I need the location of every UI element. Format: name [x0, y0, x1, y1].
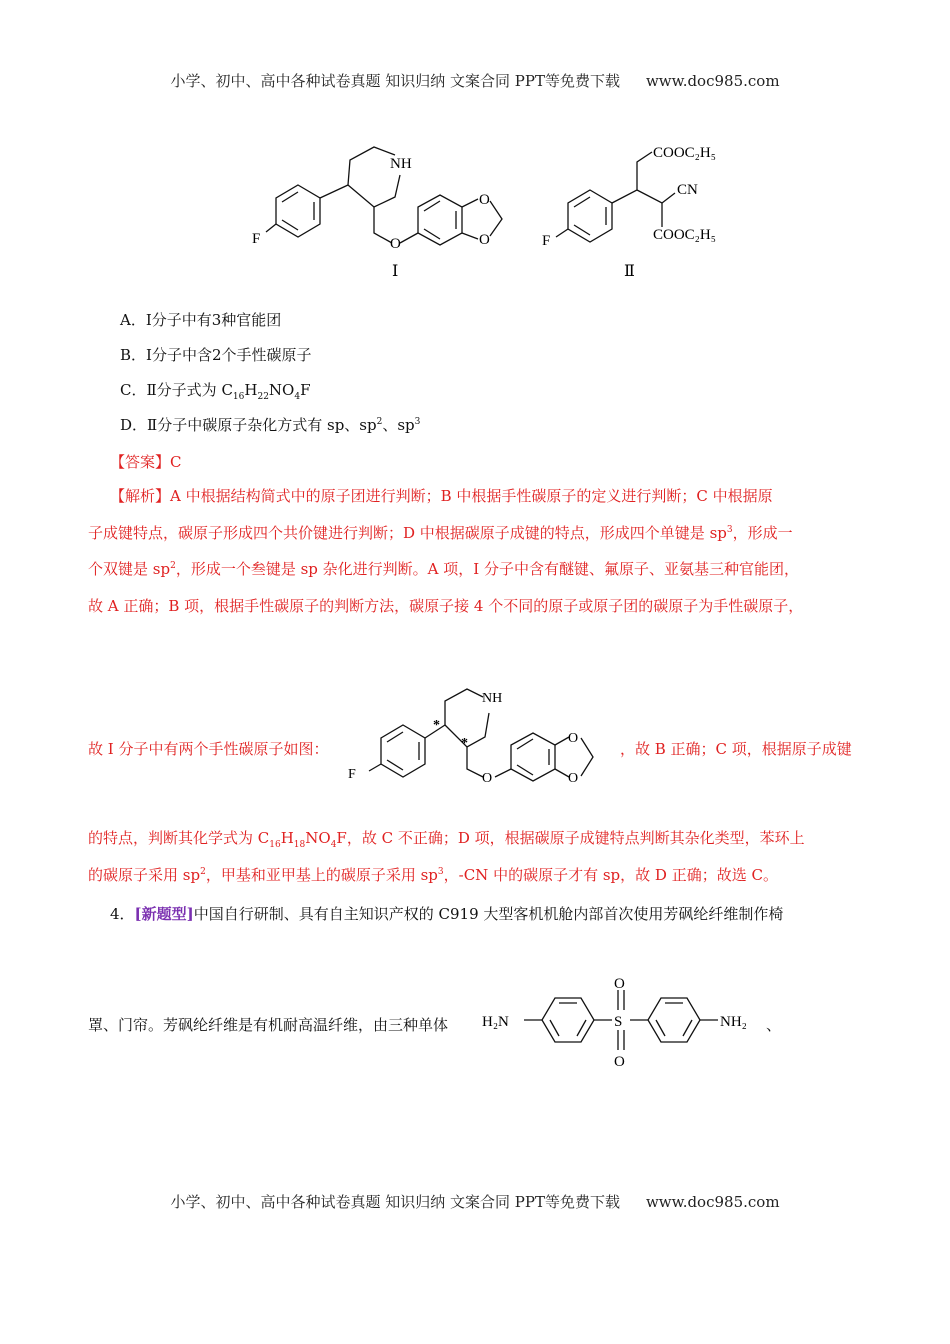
chiral-atom-O-top: O — [568, 731, 579, 746]
analysis-line-5b: ，故 B 正确；C 项，根据原子成键 — [620, 740, 852, 758]
monomer-structure — [480, 970, 770, 1070]
monomer-H2N: H₂N — [482, 1014, 509, 1030]
monomer-O-top: O — [614, 976, 625, 992]
option-c: C．Ⅱ分子式为 $C_{16}H_{22}NO_4F$ — [120, 381, 311, 402]
question-4-tail: 、 — [766, 1016, 782, 1034]
question-4-line-1: 4．[新题型]中国自行研制、具有自主知识产权的 C919 大型客机机舱内部首次使用芳砜纶纤维制作椅 — [110, 905, 784, 923]
chiral-atom-F: F — [348, 767, 356, 782]
analysis-line-3: 个双键是 $sp^2$，形成一个叁键是 sp 杂化进行判断。A 项，I 分子中含有醚键、氟原子、亚氨基三种官能团， — [88, 560, 799, 578]
header-text: 小学、初中、高中各种试卷真题 知识归纳 文案合同 PPT等免费下载 — [170, 72, 620, 90]
analysis-line-6: 的特点，判断其化学式为 $C_{16}H_{18}NO_4F$，故 C 不正确；D 项，根据碳原子成键特点判断其杂化类型，苯环上 — [88, 829, 805, 850]
chiral-structure — [345, 685, 615, 795]
answer: 【答案】C — [110, 453, 182, 471]
page-footer — [0, 1191, 950, 1212]
header-site: www.doc985.com — [645, 72, 780, 90]
analysis-line-7: 的碳原子采用 $sp^2$，甲基和亚甲基上的碳原子采用 $sp^3$，-CN 中的碳原子才有 sp，故 D 正确；故选 C。 — [88, 865, 778, 884]
analysis-line-5a: 故 I 分子中有两个手性碳原子如图： — [88, 740, 329, 758]
atom-F: F — [252, 231, 261, 247]
atom-O-ether: O — [390, 236, 401, 252]
page-header — [0, 70, 950, 91]
analysis-block-2 — [88, 820, 868, 893]
monomer-NH2: NH₂ — [720, 1014, 747, 1030]
ester-bottom: COOC₂H₅ — [653, 227, 716, 243]
analysis-line-4: 故 A 正确；B 项，根据手性碳原子的判断方法，碳原子接 4 个不同的原子或原子团的碳原子为手性碳原子， — [88, 596, 804, 615]
atom-O-ring-bottom: O — [479, 232, 490, 248]
question-4-line-2: 罩、门帘。芳砜纶纤维是有机耐高温纤维，由三种单体 — [88, 1016, 449, 1034]
ester-top: COOC₂H₅ — [653, 145, 716, 161]
monomer-S: S — [614, 1014, 623, 1030]
option-d: D．Ⅱ分子中碳原子杂化方式有 sp、$sp^2$、$sp^3$ — [120, 416, 421, 434]
label-II: Ⅱ — [624, 263, 635, 280]
atom-O-ring-top: O — [479, 192, 490, 208]
option-b: B．Ⅰ分子中含2个手性碳原子 — [120, 346, 312, 364]
new-question-tag: [新题型] — [134, 905, 194, 923]
analysis-line-2: 子成键特点，碳原子形成四个共价键进行判断；D 中根据碳原子成键的特点，形成四个单键是 $sp^3$，形成一 — [88, 523, 793, 542]
footer-site: www.doc985.com — [645, 1193, 780, 1211]
chiral-atom-O: O — [482, 771, 493, 786]
analysis-block — [88, 478, 868, 624]
atom-NH: NH — [390, 156, 412, 172]
option-a: A．Ⅰ分子中有3种官能团 — [120, 311, 282, 329]
atom-F-II: F — [542, 233, 551, 249]
molecule-I — [266, 147, 502, 245]
molecule-figure-top — [240, 135, 760, 285]
analysis-line-1: 【解析】A 中根据结构简式中的原子团进行判断；B 中根据手性碳原子的定义进行判断；C 中根据原 — [110, 487, 773, 505]
footer-text: 小学、初中、高中各种试卷真题 知识归纳 文案合同 PPT等免费下载 — [170, 1193, 620, 1211]
label-I: Ⅰ — [392, 263, 399, 280]
chiral-atom-NH: NH — [482, 691, 503, 706]
chiral-star-1: * — [433, 718, 440, 733]
chiral-star-2: * — [461, 736, 468, 751]
atom-CN: CN — [677, 182, 698, 198]
monomer-O-bottom: O — [614, 1054, 625, 1070]
chiral-atom-O-bottom: O — [568, 771, 579, 786]
